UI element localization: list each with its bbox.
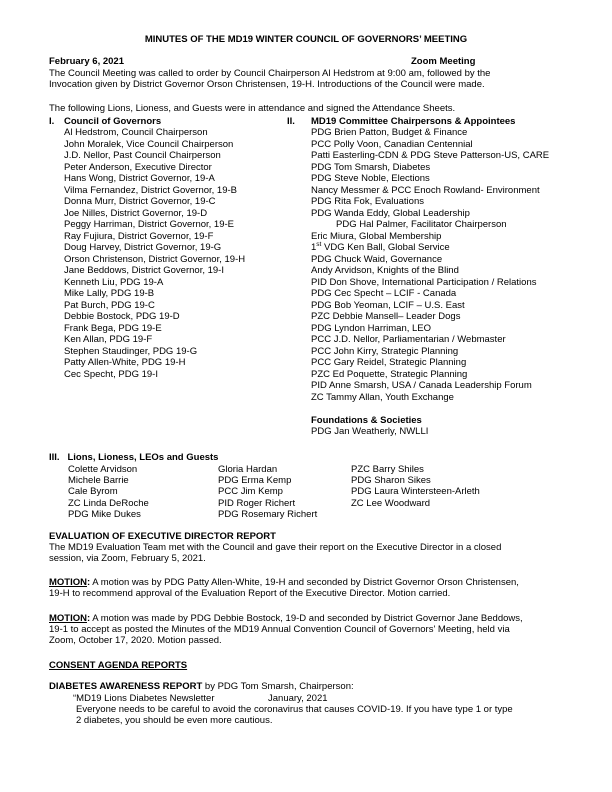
foundations-heading: Foundations & Societies: [311, 414, 422, 426]
guest-name: Colette Arvidson: [68, 463, 138, 475]
council-member: Ray Fujiura, District Governor, 19-F: [64, 230, 214, 242]
council-member: Pat Burch, PDG 19-C: [64, 299, 155, 311]
guest-name: PDG Sharon Sikes: [351, 474, 431, 486]
council-member: Jane Beddows, District Governor, 19-I: [64, 265, 224, 277]
committee-member: Nancy Messmer & PCC Enoch Rowland- Environment: [311, 184, 540, 196]
motion-1: [49, 577, 531, 600]
newsletter-line: [73, 693, 328, 704]
committee-member: PDG Lyndon Harriman, LEO: [311, 322, 432, 334]
committee-member-list: [287, 127, 549, 403]
guest-name: Michele Barrie: [68, 474, 129, 486]
council-member-list: [49, 127, 245, 380]
evaluation-body: The MD19 Evaluation Team met with the Council and gave their report on the Executive Director in a closed session, via Zoom, February 5, 2021.: [49, 541, 502, 564]
council-member: Al Hedstrom, Council Chairperson: [64, 127, 208, 139]
guest-name: ZC Linda DeRoche: [68, 497, 149, 509]
guest-name: PCC Jim Kemp: [218, 486, 283, 498]
council-member: Vilma Fernandez, District Governor, 19-B: [64, 184, 238, 196]
evaluation-heading: EVALUATION OF EXECUTIVE DIRECTOR REPORT: [49, 530, 276, 542]
motion-1-text: A motion was by PDG Patty Allen-White, 19-H and seconded by District Governor Orson Christensen, 19-H to recommend approval of the Evaluation Report of the Executive Director. Motion carried.: [49, 577, 519, 600]
guest-name: PDG Laura Wintersteen-Arleth: [351, 486, 480, 498]
council-member: Peter Anderson, Executive Director: [64, 161, 212, 173]
council-member: Ken Allan, PDG 19-F: [64, 334, 153, 346]
guest-name: ZC Lee Woodward: [351, 497, 431, 509]
council-member: Debbie Bostock, PDG 19-D: [64, 311, 180, 323]
council-member: J.D. Nellor, Past Council Chairperson: [64, 150, 221, 162]
committee-member: PDG Rita Fok, Evaluations: [311, 196, 424, 208]
council-member: Patty Allen-White, PDG 19-H: [64, 357, 186, 369]
committee-member: PCC Gary Reidel, Strategic Planning: [311, 357, 467, 369]
council-member: Kenneth Liu, PDG 19-A: [64, 276, 164, 288]
council-member: Orson Christenson, District Governor, 19-H: [64, 253, 246, 265]
guest-name: Gloria Hardan: [218, 463, 278, 475]
guests-heading: Lions, Lioness, LEOs and Guests: [67, 452, 219, 463]
committee-member: PDG Steve Noble, Elections: [311, 173, 430, 185]
intro-paragraph: The Council Meeting was called to order by Council Chairperson Al Hedstrom at 9:00 am, followed by the Invocation given by District Governor Orson Christensen, 19-H. Introductions of the Council were made.: [49, 68, 491, 91]
motion-1-label: MOTION: [49, 577, 87, 588]
committee-member: PZC Debbie Mansell– Leader Dogs: [311, 311, 461, 323]
committee-member: Eric Miura, Global Membership: [311, 230, 442, 242]
diabetes-heading: DIABETES AWARENESS REPORT: [49, 681, 203, 692]
motion-2-label: MOTION: [49, 612, 87, 624]
committees-numeral: II.: [287, 116, 295, 127]
council-member: Joe Nilles, District Governor, 19-D: [64, 207, 208, 219]
council-heading: Council of Governors: [64, 116, 162, 127]
guest-name: PDG Erma Kemp: [218, 474, 292, 486]
guests-heading-row: [49, 452, 563, 463]
committee-member: PDG Cec Specht – LCIF - Canada: [311, 288, 457, 300]
diabetes-heading-row: [49, 681, 563, 692]
newsletter-title: “MD19 Lions Diabetes Newsletter: [73, 692, 215, 704]
diabetes-byline: by PDG Tom Smarsh, Chairperson:: [202, 681, 354, 692]
council-heading-row: [49, 116, 245, 127]
council-member: Doug Harvey, District Governor, 19-G: [64, 242, 222, 254]
council-member: Mike Lally, PDG 19-B: [64, 288, 155, 300]
committee-member: 1st VDG Ken Ball, Global Service: [311, 241, 450, 254]
date-line: [49, 56, 563, 67]
council-member: Peggy Harriman, District Governor, 19-E: [64, 219, 235, 231]
committee-member: PDG Hal Palmer, Facilitator Chairperson: [336, 219, 507, 231]
committee-member: Andy Arvidson, Knights of the Blind: [311, 265, 459, 277]
committee-member: PDG Bob Yeoman, LCIF – U.S. East: [311, 299, 465, 311]
guest-name: PID Roger Richert: [218, 497, 296, 509]
section-guests: [49, 452, 563, 527]
motion-2-text: A motion was made by PDG Debbie Bostock, 19-D and seconded by District Governor Jane Beddows, 19-1 to accept as posted the Minutes of the MD19 Annual Convention Council of Governors' Meeting, held via Zoom, October 17, 2020. Motion passed.: [49, 612, 523, 647]
guests-column-3: [351, 464, 480, 510]
committee-member: PCC J.D. Nellor, Parliamentarian / Webmaster: [311, 334, 506, 346]
council-member: Hans Wong, District Governor, 19-A: [64, 173, 215, 185]
committees-heading: MD19 Committee Chairpersons & Appointees: [311, 116, 516, 127]
guest-name: PDG Mike Dukes: [68, 509, 141, 521]
attendance-note: The following Lions, Lioness, and Guests were in attendance and signed the Attendance Sheets.: [49, 102, 456, 114]
foundations-member-list: [287, 426, 549, 437]
diabetes-body: Everyone needs to be careful to avoid the coronavirus that causes COVID-19. If you have type 1 or type 2 diabetes, you should be even more cautious.: [76, 704, 513, 727]
guest-name: Cale Byrom: [68, 486, 118, 498]
guests-column-2: [218, 464, 317, 521]
consent-agenda-heading: CONSENT AGENDA REPORTS: [49, 659, 188, 671]
page-title: MINUTES OF THE MD19 WINTER COUNCIL OF GOVERNORS’ MEETING: [144, 34, 468, 45]
council-member: Donna Murr, District Governor, 19-C: [64, 196, 216, 208]
committee-member: PID Don Shove, International Participation / Relations: [311, 276, 537, 288]
motion-2-colon: :: [87, 612, 91, 624]
guest-name: PDG Rosemary Richert: [218, 509, 318, 521]
section-council-of-governors: [49, 116, 245, 380]
committee-member: ZC Tammy Allan, Youth Exchange: [311, 391, 454, 403]
motion-2: [49, 613, 531, 647]
committee-member: PCC John Kirry, Strategic Planning: [311, 345, 459, 357]
foundations-member: PDG Jan Weatherly, NWLLI: [311, 426, 429, 438]
guests-column-1: [68, 464, 149, 521]
committee-member: PDG Wanda Eddy, Global Leadership: [311, 207, 470, 219]
guest-name: PZC Barry Shiles: [351, 463, 424, 475]
committee-member: PDG Chuck Waid, Governance: [311, 253, 443, 265]
committee-member: Patti Easterling-CDN & PDG Steve Patterson-US, CARE: [311, 150, 550, 162]
council-member: Cec Specht, PDG 19-I: [64, 368, 158, 380]
motion-1-colon: :: [87, 577, 91, 588]
committee-member: PCC Polly Voon, Canadian Centennial: [311, 138, 473, 150]
council-member: John Moralek, Vice Council Chairperson: [64, 138, 234, 150]
newsletter-date: January, 2021: [268, 692, 328, 704]
committee-member: PZC Ed Poquette, Strategic Planning: [311, 368, 468, 380]
guests-numeral: III.: [49, 452, 60, 463]
committee-member: PID Anne Smarsh, USA / Canada Leadership Forum: [311, 380, 532, 392]
committees-heading-row: [287, 116, 549, 127]
council-member: Stephen Staudinger, PDG 19-G: [64, 345, 198, 357]
section-committee-chairpersons: [287, 116, 549, 438]
committee-member: PDG Tom Smarsh, Diabetes: [311, 161, 431, 173]
meeting-date: February 6, 2021: [49, 56, 124, 67]
committee-member: PDG Brien Patton, Budget & Finance: [311, 127, 468, 139]
council-numeral: I.: [49, 116, 55, 127]
meeting-mode: Zoom Meeting: [411, 56, 476, 67]
council-member: Frank Bega, PDG 19-E: [64, 322, 162, 334]
